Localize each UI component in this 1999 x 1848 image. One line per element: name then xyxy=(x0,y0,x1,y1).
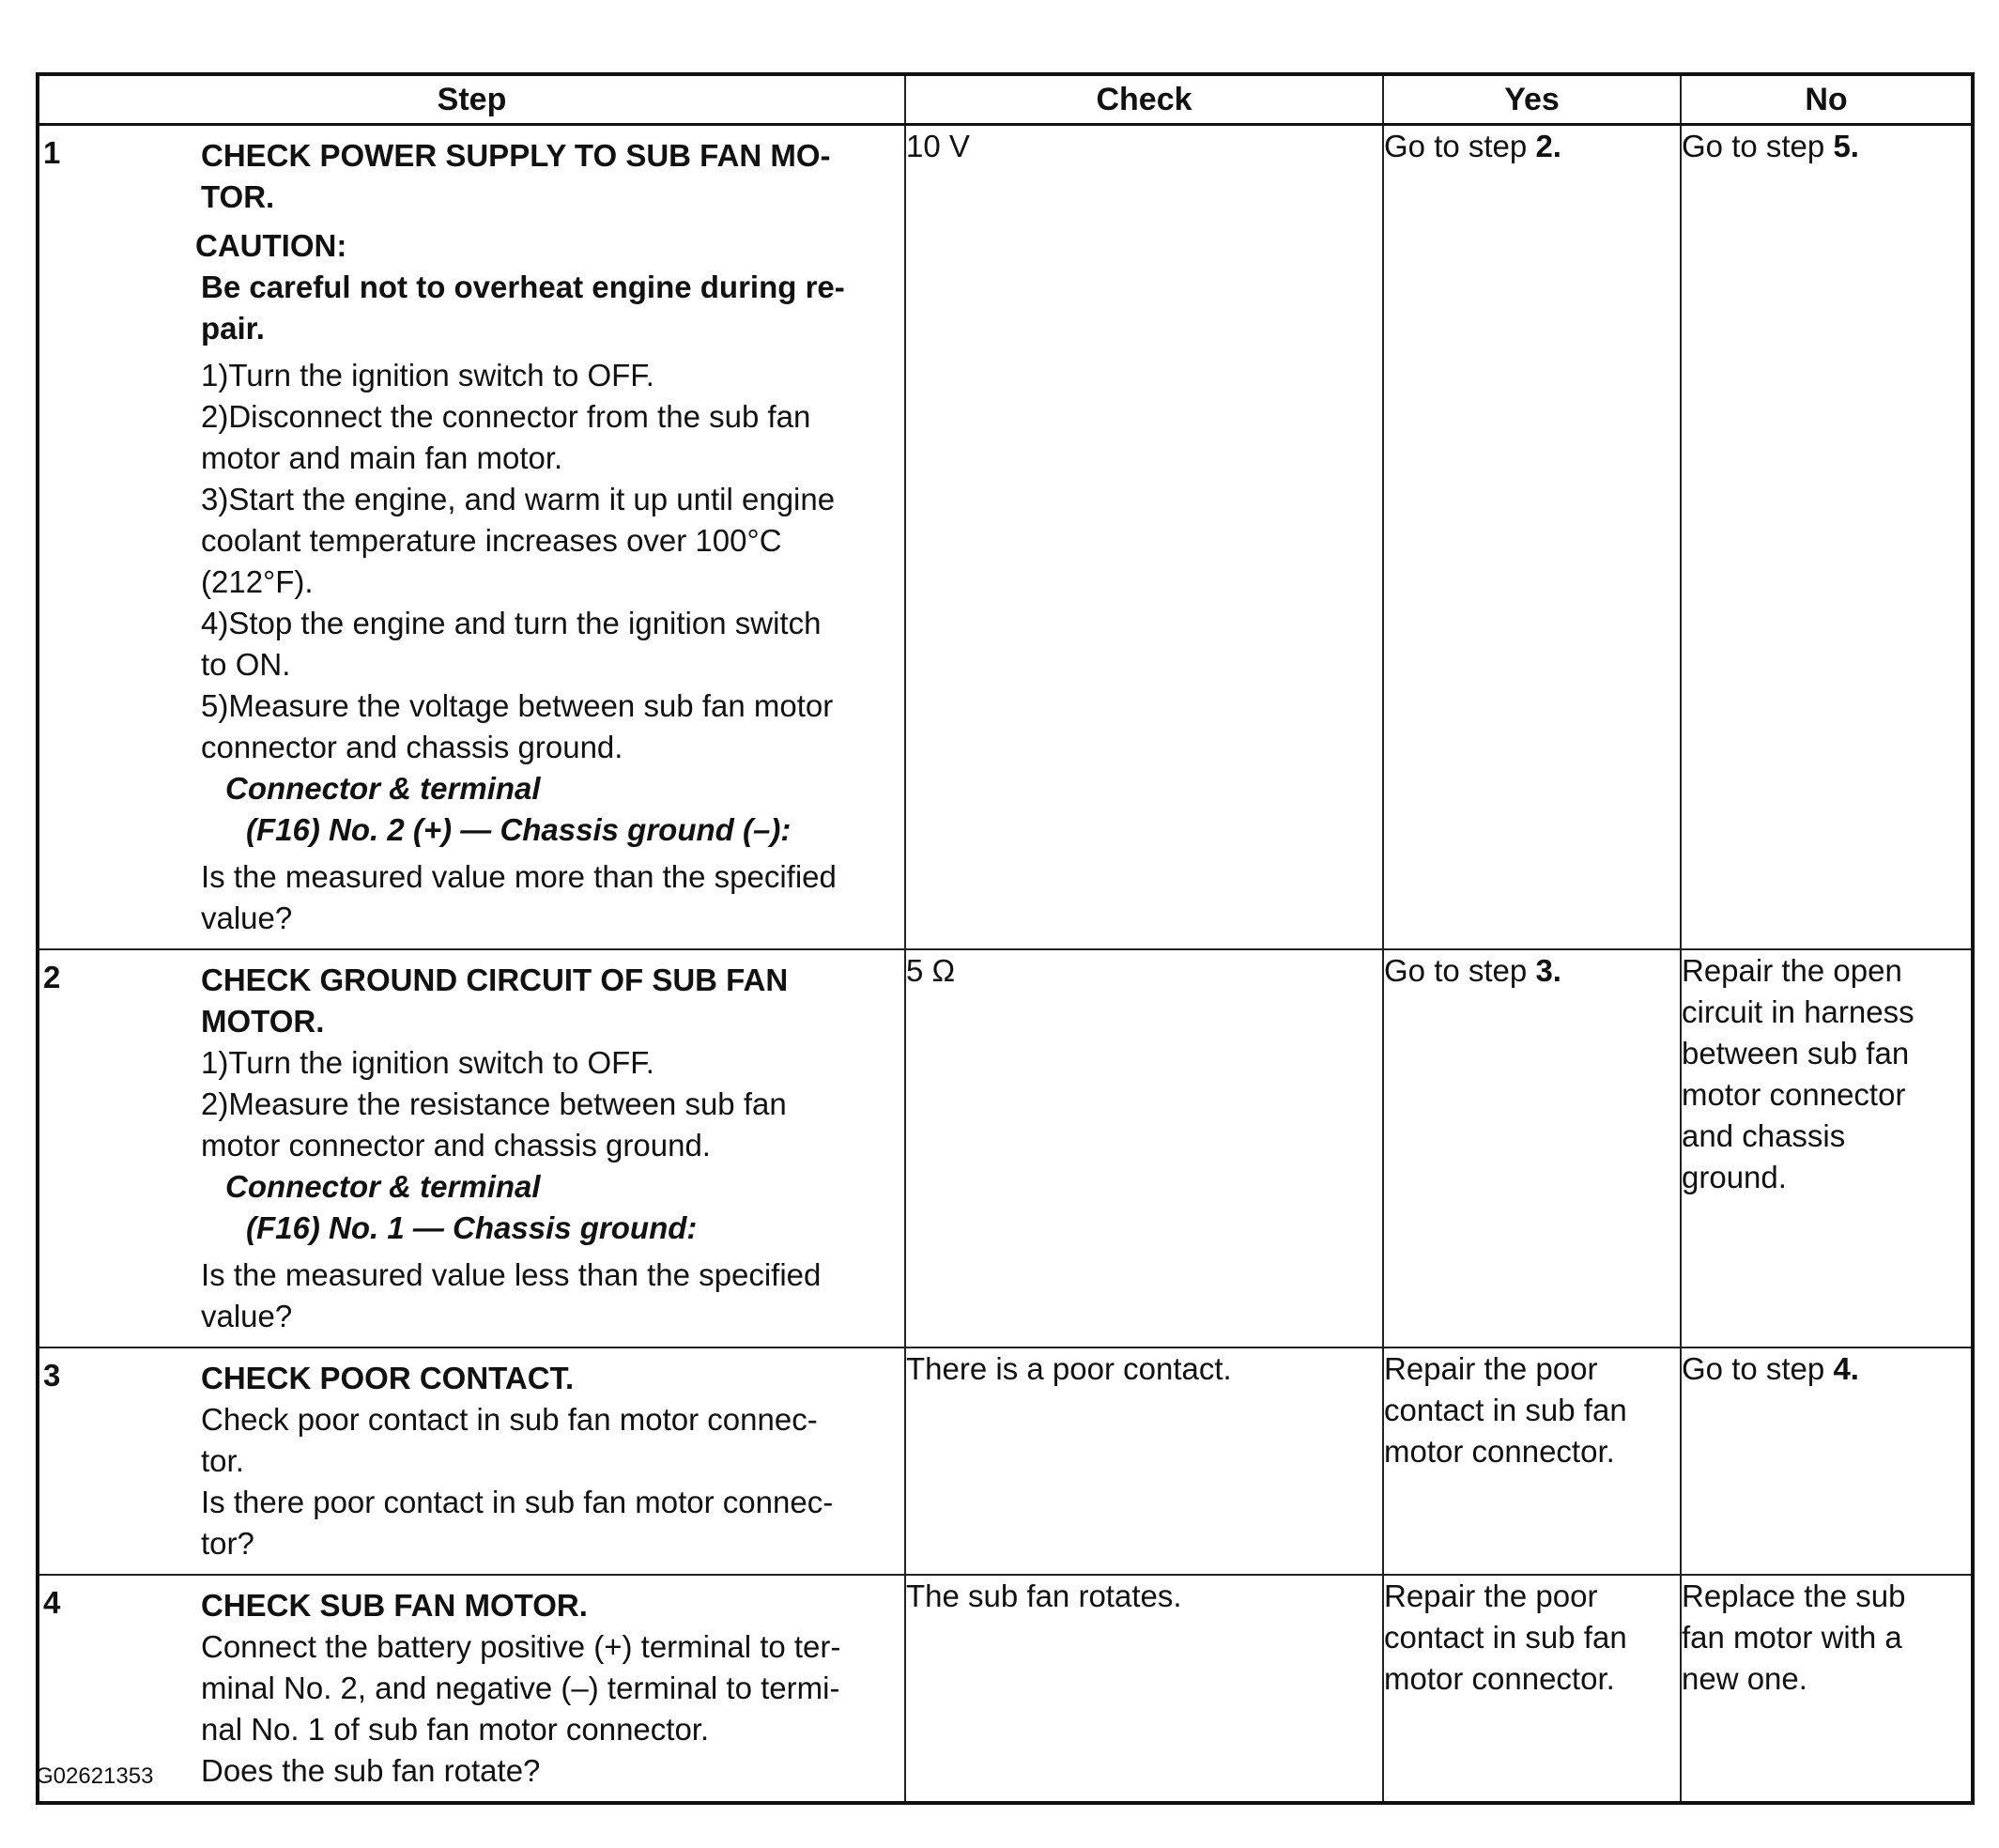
procedure-line: tor. xyxy=(201,1443,244,1478)
step-body xyxy=(39,1348,904,1574)
question-line: value? xyxy=(201,901,293,935)
yes-goto-text: Go to step xyxy=(1384,953,1528,988)
no-action-line: motor connector xyxy=(1682,1077,1906,1112)
step-cell xyxy=(38,949,905,1348)
yes-goto-text: Go to step xyxy=(1384,129,1528,163)
connector-label: Connector & terminal xyxy=(225,1169,541,1204)
caution-text-line: Be careful not to overheat engine during re- xyxy=(201,270,845,304)
step-cell xyxy=(38,125,905,950)
no-action-line: ground. xyxy=(1682,1160,1787,1194)
diagnostic-table xyxy=(36,72,1975,1805)
no-goto-text: Go to step xyxy=(1682,129,1825,163)
check-cell xyxy=(905,125,1383,950)
header-row xyxy=(38,74,1973,125)
no-cell xyxy=(1681,125,1973,950)
procedure-line: Connect the battery positive (+) terminal to ter- xyxy=(201,1629,841,1664)
step-cell xyxy=(38,1348,905,1575)
connector-spec: (F16) No. 2 (+) — Chassis ground (–): xyxy=(246,812,792,847)
yes-cell xyxy=(1383,1575,1681,1803)
step-number: 1 xyxy=(43,135,61,170)
connector-label: Connector & terminal xyxy=(225,771,541,806)
step-number: 3 xyxy=(43,1358,61,1393)
check-cell xyxy=(905,949,1383,1348)
step-body xyxy=(39,950,904,1347)
no-action-line: Repair the open xyxy=(1682,953,1902,988)
step-title-line: MOTOR. xyxy=(201,1004,325,1039)
procedure-line: tor? xyxy=(201,1526,254,1561)
yes-cell xyxy=(1383,949,1681,1348)
step-number: 2 xyxy=(43,960,61,994)
procedure-line: motor and main fan motor. xyxy=(201,440,563,475)
step-body xyxy=(39,126,904,948)
step-body xyxy=(39,1576,904,1801)
caution-label: CAUTION: xyxy=(195,228,347,263)
no-action-line: and chassis xyxy=(1682,1118,1846,1153)
no-action-line: new one. xyxy=(1682,1661,1807,1696)
question-line: Is the measured value less than the specified xyxy=(201,1257,822,1292)
step-title-line: TOR. xyxy=(201,179,275,214)
yes-action-line: contact in sub fan xyxy=(1384,1620,1627,1655)
table-row xyxy=(38,949,1973,1348)
procedure-line: motor connector and chassis ground. xyxy=(201,1128,711,1163)
yes-action-line: motor connector. xyxy=(1384,1661,1615,1696)
procedure-line: Is there poor contact in sub fan motor connec- xyxy=(201,1485,834,1519)
no-goto-step: 5. xyxy=(1833,129,1859,163)
no-goto-step: 4. xyxy=(1833,1351,1859,1386)
step-title-line: CHECK POOR CONTACT. xyxy=(201,1361,575,1395)
step-title-line: CHECK SUB FAN MOTOR. xyxy=(201,1588,588,1623)
step-title-line: CHECK POWER SUPPLY TO SUB FAN MO- xyxy=(201,138,831,173)
yes-action-line: Repair the poor xyxy=(1384,1351,1598,1386)
header-check: Check xyxy=(905,74,1383,125)
figure-id: G02621353 xyxy=(36,1763,154,1789)
yes-cell xyxy=(1383,1348,1681,1575)
procedure-line: 2)Measure the resistance between sub fan xyxy=(201,1086,787,1121)
step-title-line: CHECK GROUND CIRCUIT OF SUB FAN xyxy=(201,962,789,997)
no-cell xyxy=(1681,1348,1973,1575)
procedure-line: nal No. 1 of sub fan motor connector. xyxy=(201,1712,710,1747)
yes-goto-step: 2. xyxy=(1535,129,1561,163)
yes-action-line: contact in sub fan xyxy=(1384,1393,1627,1427)
procedure-line: 5)Measure the voltage between sub fan motor xyxy=(201,688,834,723)
table-row xyxy=(38,125,1973,950)
no-action-line: fan motor with a xyxy=(1682,1620,1902,1655)
procedure-line: (212°F). xyxy=(201,564,314,599)
check-value: The sub fan rotates. xyxy=(906,1578,1182,1613)
procedure-line: 1)Turn the ignition switch to OFF. xyxy=(201,358,654,393)
no-cell xyxy=(1681,949,1973,1348)
table-row xyxy=(38,1575,1973,1803)
check-value: 10 V xyxy=(906,129,970,163)
procedure-line: coolant temperature increases over 100°C xyxy=(201,523,782,558)
header-yes: Yes xyxy=(1383,74,1681,125)
check-cell xyxy=(905,1575,1383,1803)
header-step: Step xyxy=(38,74,905,125)
check-value: 5 Ω xyxy=(906,953,956,988)
yes-goto-step: 3. xyxy=(1535,953,1561,988)
no-goto-text: Go to step xyxy=(1682,1351,1825,1386)
caution-text-line: pair. xyxy=(201,311,265,346)
procedure-line: to ON. xyxy=(201,647,291,682)
no-action-line: between sub fan xyxy=(1682,1036,1910,1070)
connector-spec: (F16) No. 1 — Chassis ground: xyxy=(246,1210,698,1245)
procedure-line: Check poor contact in sub fan motor connec- xyxy=(201,1402,818,1437)
check-cell xyxy=(905,1348,1383,1575)
table-row xyxy=(38,1348,1973,1575)
check-value: There is a poor contact. xyxy=(906,1351,1232,1386)
no-action-line: circuit in harness xyxy=(1682,994,1914,1029)
step-number: 4 xyxy=(43,1585,61,1620)
procedure-line: 3)Start the engine, and warm it up until engine xyxy=(201,482,836,516)
procedure-line: 2)Disconnect the connector from the sub fan xyxy=(201,399,811,434)
procedure-line: 4)Stop the engine and turn the ignition switch xyxy=(201,606,822,640)
procedure-line: connector and chassis ground. xyxy=(201,730,623,764)
procedure-line: Does the sub fan rotate? xyxy=(201,1753,541,1788)
step-cell xyxy=(38,1575,905,1803)
procedure-line: 1)Turn the ignition switch to OFF. xyxy=(201,1045,654,1080)
header-no: No xyxy=(1681,74,1973,125)
yes-cell xyxy=(1383,125,1681,950)
yes-action-line: motor connector. xyxy=(1384,1434,1615,1469)
question-line: Is the measured value more than the specified xyxy=(201,859,837,894)
no-cell xyxy=(1681,1575,1973,1803)
question-line: value? xyxy=(201,1299,293,1333)
yes-action-line: Repair the poor xyxy=(1384,1578,1598,1613)
procedure-line: minal No. 2, and negative (–) terminal to termi- xyxy=(201,1671,840,1705)
no-action-line: Replace the sub xyxy=(1682,1578,1906,1613)
